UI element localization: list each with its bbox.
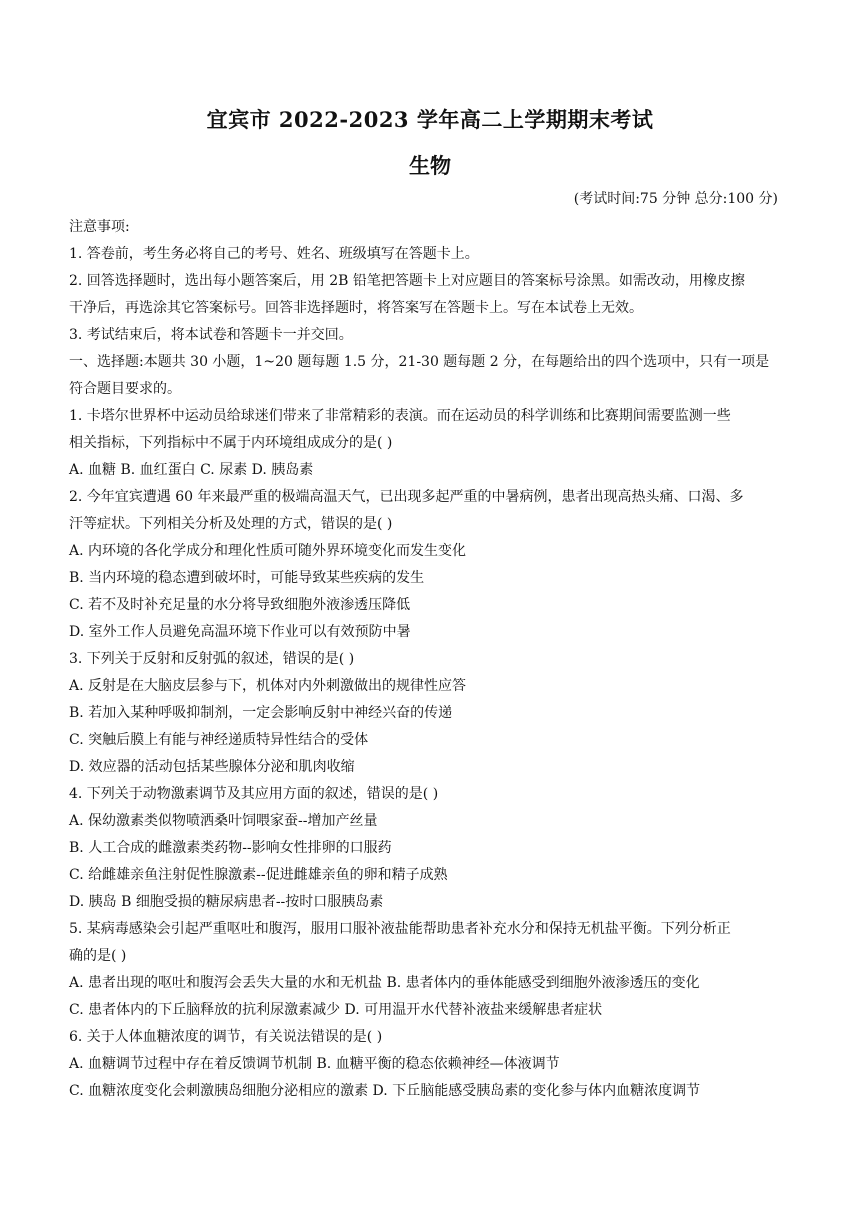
subject-title: 生物: [409, 153, 451, 178]
question-5-options: A. 患者出现的呕吐和腹泻会丢失大量的水和无机盐 B. 患者体内的垂体能感受到细胞外液渗透压的变化: [69, 975, 700, 991]
question-6-options: A. 血糖调节过程中存在着反馈调节机制 B. 血糖平衡的稳态依赖神经—体液调节: [69, 1056, 560, 1072]
section-heading: 一、选择题:本题共 30 小题，1~20 题每题 1.5 分，21-30 题每题 2 分，在每题给出的四个选项中，只有一项是: [69, 354, 770, 370]
question-3-option: B. 若加入某种呼吸抑制剂，一定会影响反射中神经兴奋的传递: [69, 705, 453, 721]
question-4-option: A. 保幼激素类似物喷洒桑叶饲喂家蚕--增加产丝量: [69, 813, 378, 829]
note-line: 干净后，再选涂其它答案标号。回答非选择题时，将答案写在答题卡上。写在本试卷上无效。: [69, 300, 643, 316]
note-line: 1. 答卷前，考生务必将自己的考号、姓名、班级填写在答题卡上。: [69, 246, 479, 262]
question-5-stem: 确的是( ): [69, 948, 127, 964]
question-1-stem: 相关指标，下列指标中不属于内环境组成成分的是( ): [69, 435, 393, 451]
question-2-stem: 汗等症状。下列相关分析及处理的方式，错误的是( ): [69, 516, 393, 532]
question-3-stem: 3. 下列关于反射和反射弧的叙述，错误的是( ): [69, 651, 355, 667]
note-line: 3. 考试结束后，将本试卷和答题卡一并交回。: [69, 327, 353, 343]
exam-title: 宜宾市 2022-2023 学年高二上学期期末考试: [206, 107, 654, 132]
question-5-options: C. 患者体内的下丘脑释放的抗利尿激素减少 D. 可用温开水代替补液盐来缓解患者症状: [69, 1002, 603, 1018]
question-3-option: D. 效应器的活动包括某些腺体分泌和肌肉收缩: [69, 759, 355, 775]
question-5-stem: 5. 某病毒感染会引起严重呕吐和腹泻，服用口服补液盐能帮助患者补充水分和保持无机盐平衡。下列分析正: [69, 921, 731, 937]
note-line: 2. 回答选择题时，选出每小题答案后，用 2B 铅笔把答题卡上对应题目的答案标号涂黑。如需改动，用橡皮擦: [69, 273, 745, 289]
question-2-option: D. 室外工作人员避免高温环境下作业可以有效预防中暑: [69, 624, 411, 640]
question-4-stem: 4. 下列关于动物激素调节及其应用方面的叙述，错误的是( ): [69, 786, 439, 802]
question-2-option: C. 若不及时补充足量的水分将导致细胞外液渗透压降低: [69, 597, 411, 613]
section-heading: 符合题目要求的。: [69, 381, 181, 397]
question-2-option: A. 内环境的各化学成分和理化性质可随外界环境变化而发生变化: [69, 543, 467, 559]
question-4-option: B. 人工合成的雌激素类药物--影响女性排卵的口服药: [69, 840, 392, 856]
notes-heading: 注意事项:: [69, 219, 130, 235]
question-6-options: C. 血糖浓度变化会刺激胰岛细胞分泌相应的激素 D. 下丘脑能感受胰岛素的变化参与体内血糖浓度调节: [69, 1083, 701, 1099]
question-6-stem: 6. 关于人体血糖浓度的调节，有关说法错误的是( ): [69, 1029, 383, 1045]
question-2-stem: 2. 今年宜宾遭遇 60 年来最严重的极端高温天气，已出现多起严重的中暑病例，患者出现高热头痛、口渴、多: [69, 489, 744, 505]
question-3-option: C. 突触后膜上有能与神经递质特异性结合的受体: [69, 732, 369, 748]
question-1-options: A. 血糖 B. 血红蛋白 C. 尿素 D. 胰岛素: [69, 462, 314, 478]
exam-content: [69, 214, 793, 1105]
question-3-option: A. 反射是在大脑皮层参与下，机体对内外刺激做出的规律性应答: [69, 678, 467, 694]
question-4-option: D. 胰岛 B 细胞受损的糖尿病患者--按时口服胰岛素: [69, 894, 384, 910]
question-2-option: B. 当内环境的稳态遭到破坏时，可能导致某些疾病的发生: [69, 570, 425, 586]
question-1-stem: 1. 卡塔尔世界杯中运动员给球迷们带来了非常精彩的表演。而在运动员的科学训练和比赛期间需要监测一些: [69, 408, 731, 424]
question-4-option: C. 给雌雄亲鱼注射促性腺激素--促进雌雄亲鱼的卵和精子成熟: [69, 867, 448, 883]
exam-time-note: (考试时间:75 分钟 总分:100 分): [573, 191, 778, 207]
